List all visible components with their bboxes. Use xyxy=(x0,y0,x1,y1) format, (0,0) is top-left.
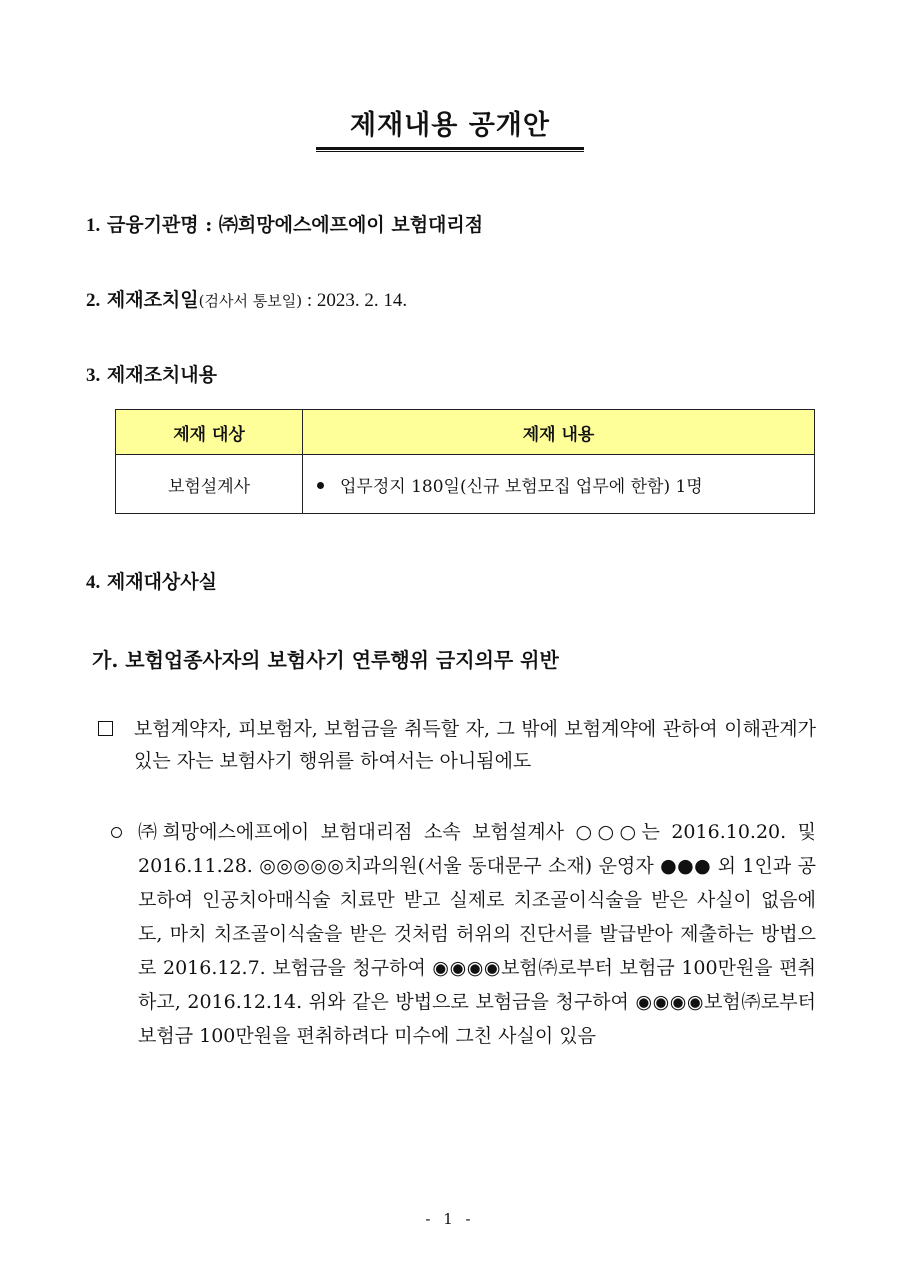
document-title: 제재내용 공개안 xyxy=(350,110,550,141)
sanction-date-label: 제재조치일 xyxy=(106,289,199,311)
section-3-number: 3. xyxy=(86,365,101,386)
section-4-number: 4. xyxy=(86,572,101,593)
cell-target: 보험설계사 xyxy=(116,455,303,514)
square-bullet-icon xyxy=(98,721,113,736)
title-underline-thin xyxy=(316,151,584,152)
sanction-date-value: 2023. 2. 14. xyxy=(316,290,408,311)
institution-name-label: 금융기관명 : ㈜희망에스에프에이 보험대리점 xyxy=(106,214,484,236)
page-number: - 1 - xyxy=(425,1210,475,1228)
bullet-icon xyxy=(317,482,324,489)
legal-obligation-paragraph: 보험계약자, 피보험자, 보험금을 취득할 자, 그 밖에 보험계약에 관하여 이해관계가 있는 자는 보험사기 행위를 하여서는 아니됨에도 xyxy=(134,718,816,772)
header-sanction-target: 제재 대상 xyxy=(116,410,303,455)
section-1-number: 1. xyxy=(86,215,101,236)
cell-content xyxy=(303,455,815,514)
section-4-heading xyxy=(86,568,217,597)
sanction-date-sublabel: (검사서 통보일) xyxy=(198,292,303,310)
cell-content-text: 업무정지 180일(신규 보험모집 업무에 한함) 1명 xyxy=(340,476,703,497)
sanction-table xyxy=(115,409,815,514)
section-3-heading xyxy=(86,361,217,390)
sanction-date-separator: : xyxy=(302,290,317,311)
sanction-measure-label: 제재조치내용 xyxy=(106,364,217,386)
violation-subheading: 가. 보험업종사자의 보험사기 연루행위 금지의무 위반 xyxy=(92,648,559,672)
table-row xyxy=(116,455,815,514)
section-1-heading xyxy=(86,211,483,240)
sanction-facts-label: 제재대상사실 xyxy=(106,571,217,593)
header-sanction-content: 제재 내용 xyxy=(303,410,815,455)
section-2-number: 2. xyxy=(86,290,101,311)
title-underline xyxy=(316,147,584,150)
table-header-row xyxy=(116,410,815,455)
violation-detail-paragraph: ㈜희망에스에프에이 보험대리점 소속 보험설계사 ○○○는 2016.10.20. 및 2016.11.28. ◎◎◎◎◎치과의원(서울 동대문구 소재) 운영자 ●●● 외 1인과 공모하여 인공치아매식술 치료만 받고 실제로 치조골이식술을 받은 사실이 없음에도, 마치 치조골이식술을 받은 것처럼 허위의 진단서를 발급받아 제출하는 방법으로 2016.12.7. 보험금을 청구하여 ◉◉◉◉보험㈜로부터 보험금 100만원을 편취하고, 2016.12.14. 위와 같은 방법으로 보험금을 청구하여 ◉◉◉◉보험㈜로부터 보험금 100만원을 편취하려다 미수에 그친 사실이 있음 xyxy=(138,821,816,1047)
circle-bullet-icon xyxy=(111,827,122,838)
section-2-heading xyxy=(86,286,407,315)
